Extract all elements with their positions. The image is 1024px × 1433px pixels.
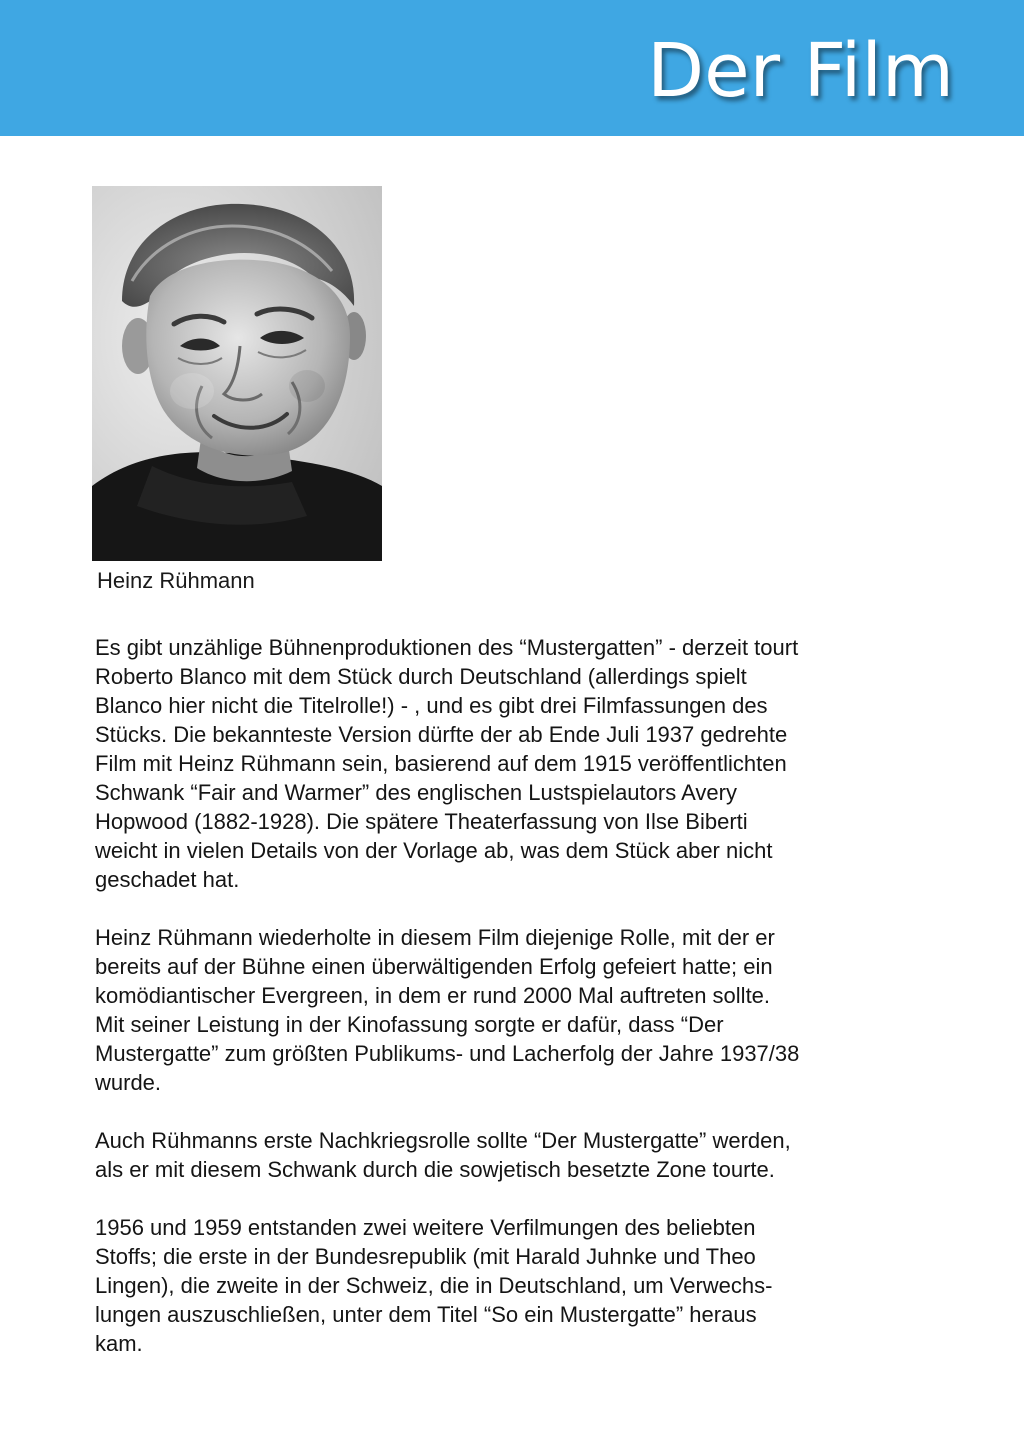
portrait-photo	[92, 186, 382, 561]
text-line: Auch Rühmanns erste Nachkriegsrolle sollte “Der Mustergatte” werden,	[95, 1128, 791, 1153]
paragraph	[95, 1126, 935, 1184]
page-title: Der Film	[647, 28, 954, 114]
text-line: Mustergatte” zum größten Publikums- und Lacherfolg der Jahre 1937/38	[95, 1041, 800, 1066]
text-line: Heinz Rühmann wiederholte in diesem Film diejenige Rolle, mit der er	[95, 925, 775, 950]
text-line: 1956 und 1959 entstanden zwei weitere Verfilmungen des beliebten	[95, 1215, 756, 1240]
text-line: bereits auf der Bühne einen überwältigenden Erfolg gefeiert hatte; ein	[95, 954, 773, 979]
text-line: Lingen), die zweite in der Schweiz, die in Deutschland, um Verwechs-	[95, 1273, 773, 1298]
text-line: Mit seiner Leistung in der Kinofassung sorgte er dafür, dass “Der	[95, 1012, 724, 1037]
text-line: wurde.	[95, 1070, 162, 1095]
text-line: Es gibt unzählige Bühnenproduktionen des “Mustergatten” - derzeit tourt	[95, 635, 799, 660]
paragraph	[95, 1213, 935, 1358]
text-line: als er mit diesem Schwank durch die sowjetisch besetzte Zone tourte.	[95, 1157, 775, 1182]
paragraph	[95, 633, 935, 894]
portrait-image	[92, 186, 382, 561]
text-line: Hopwood (1882-1928). Die spätere Theaterfassung von Ilse Biberti	[95, 809, 748, 834]
text-line: Schwank “Fair and Warmer” des englischen Lustspielautors Avery	[95, 780, 737, 805]
text-line: weicht in vielen Details von der Vorlage ab, was dem Stück aber nicht	[95, 838, 773, 863]
paragraph	[95, 923, 935, 1097]
text-line: lungen auszuschließen, unter dem Titel “So ein Mustergatte” heraus	[95, 1302, 757, 1327]
article-body	[95, 633, 935, 1387]
text-line: kam.	[95, 1331, 143, 1356]
text-line: Stoffs; die erste in der Bundesrepublik (mit Harald Juhnke und Theo	[95, 1244, 756, 1269]
text-line: Roberto Blanco mit dem Stück durch Deutschland (allerdings spielt	[95, 664, 747, 689]
portrait-caption: Heinz Rühmann	[97, 568, 255, 593]
header-bar	[0, 0, 1024, 136]
text-line: geschadet hat.	[95, 867, 240, 892]
text-line: Stücks. Die bekannteste Version dürfte der ab Ende Juli 1937 gedrehte	[95, 722, 788, 747]
text-line: Film mit Heinz Rühmann sein, basierend auf dem 1915 veröffentlichten	[95, 751, 787, 776]
text-line: komödiantischer Evergreen, in dem er rund 2000 Mal auftreten sollte.	[95, 983, 771, 1008]
text-line: Blanco hier nicht die Titelrolle!) - , und es gibt drei Filmfassungen des	[95, 693, 768, 718]
